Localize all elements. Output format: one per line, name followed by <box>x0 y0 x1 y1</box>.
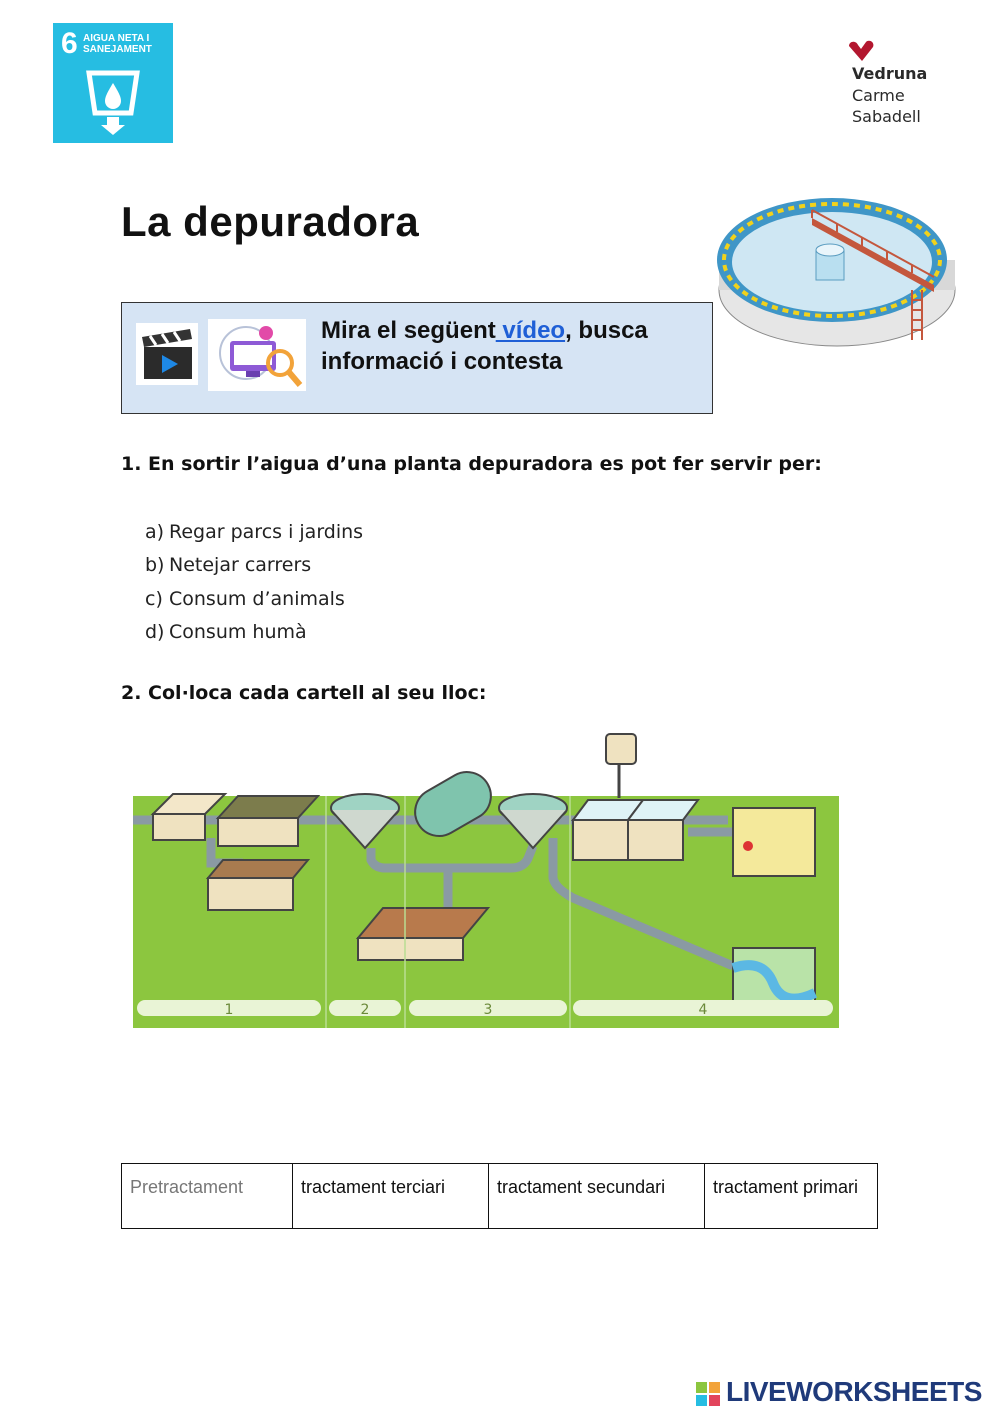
sdg-number: 6 <box>61 27 78 60</box>
label-card-pretractament[interactable]: Pretractament <box>122 1164 293 1229</box>
zone-label-2: 2 <box>360 1002 370 1018</box>
question-1: 1. En sortir l’aigua d’una planta depuradora es pot fer servir per: <box>121 453 822 475</box>
school-logo <box>846 40 966 135</box>
instruction-line2: informació i contesta <box>321 348 563 375</box>
sdg-label: AIGUA NETA I SANEJAMENT <box>83 33 152 55</box>
label-card-tractament-primari[interactable]: tractament primari <box>705 1164 878 1229</box>
sdg-badge <box>53 23 173 143</box>
liveworksheets-wordmark: LIVEWORKSHEETS <box>726 1376 982 1407</box>
logo-line-carme: Carme <box>852 86 905 105</box>
heart-icon <box>846 40 876 62</box>
liveworksheets-icon <box>696 1382 722 1406</box>
instruction-text-after: , busca <box>565 317 648 344</box>
option-a[interactable]: a) Regar parcs i jardins <box>145 521 364 543</box>
instruction-text <box>321 315 648 377</box>
settling-tank-illustration <box>712 190 962 355</box>
zone-label-1: 1 <box>224 1002 234 1018</box>
option-d[interactable]: d) Consum humà <box>145 620 307 643</box>
water-glass-icon <box>85 69 141 135</box>
instruction-box <box>121 302 713 414</box>
clapperboard-icon <box>136 323 198 385</box>
question-2: 2. Col·loca cada cartell al seu lloc: <box>121 682 487 704</box>
web-search-icon <box>208 319 306 391</box>
zone-label-4: 4 <box>698 1002 708 1018</box>
treatment-plant-diagram <box>133 728 839 1028</box>
label-card-tractament-secundari[interactable]: tractament secundari <box>489 1164 705 1229</box>
logo-line-vedruna: Vedruna <box>852 64 928 83</box>
option-c[interactable]: c) Consum d’animals <box>145 587 345 610</box>
page-title: La depuradora <box>121 198 420 245</box>
zone-label-3: 3 <box>483 1002 493 1018</box>
option-b[interactable]: b) Netejar carrers <box>145 554 312 577</box>
question-1-options <box>145 516 363 649</box>
labels-table <box>121 1163 878 1229</box>
instruction-text-before: Mira el següent <box>321 317 496 344</box>
label-card-tractament-terciari[interactable]: tractament terciari <box>293 1164 489 1229</box>
video-link[interactable]: vídeo <box>495 317 566 344</box>
labels-row <box>122 1164 878 1229</box>
logo-line-sabadell: Sabadell <box>852 107 921 126</box>
